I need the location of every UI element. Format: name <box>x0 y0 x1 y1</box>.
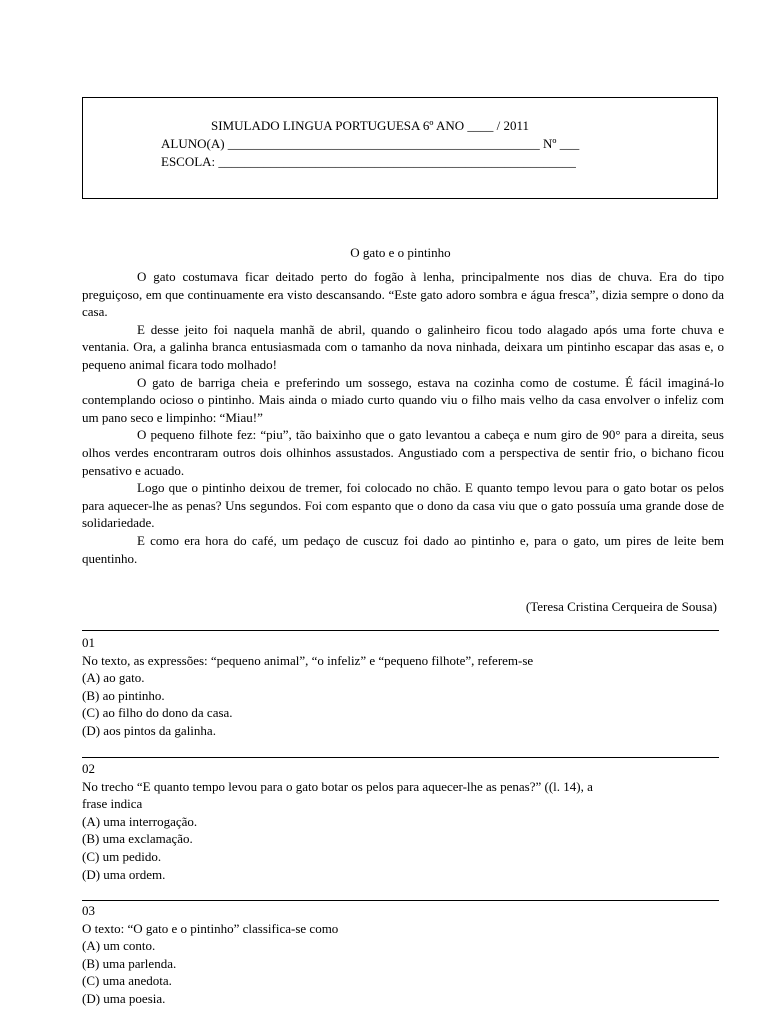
question-stem-continued: frase indica <box>82 796 143 812</box>
story-text <box>82 268 724 567</box>
option-c: (C) uma anedota. <box>82 973 172 989</box>
school-line: ESCOLA: _______________________________________________________ <box>161 154 576 169</box>
option-a: (A) um conto. <box>82 938 156 954</box>
question-stem: No trecho “E quanto tempo levou para o gato botar os pelos para aquecer-lhe as penas?” ((l. 14), a <box>82 778 593 794</box>
divider <box>82 630 719 631</box>
option-b: (B) uma exclamação. <box>82 831 193 847</box>
question-03 <box>82 902 722 1008</box>
question-stem: No texto, as expressões: “pequeno animal”, “o infeliz” e “pequeno filhote”, referem-se <box>82 652 534 668</box>
story-paragraph: O gato de barriga cheia e preferindo um sossego, estava na cozinha como de costume. É fácil imaginá-lo contemplando ocioso o pintinho. Mais ainda o miado curto quando viu o filho mais velho da casa envolver o infeliz com um pano seco e limpinho: “Miau!” <box>82 374 724 425</box>
question-02 <box>82 760 722 883</box>
divider <box>82 900 719 901</box>
student-name-line: ALUNO(A) ________________________________________________ Nº ___ <box>161 136 580 151</box>
story-author: (Teresa Cristina Cerqueira de Sousa) <box>525 599 717 614</box>
option-b: (B) uma parlenda. <box>82 955 177 971</box>
story-paragraph: O pequeno filhote fez: “piu”, tão baixinho que o gato levantou a cabeça e num giro de 90° para a direita, seus olhos verdes encontraram outros dois olhinhos assustados. Angustiado com a perspectiva de sentir frio, o bichano ficou pensativo e acuado. <box>82 427 724 478</box>
option-d: (D) uma ordem. <box>82 866 166 882</box>
option-c: (C) um pedido. <box>82 848 162 864</box>
header-box <box>82 97 718 199</box>
question-stem: O texto: “O gato e o pintinho” classifica-se como <box>82 920 339 936</box>
question-number: 03 <box>82 903 95 918</box>
story-paragraph: Logo que o pintinho deixou de tremer, foi colocado no chão. E quanto tempo levou para o gato botar os pelos para aquecer-lhe as penas? Uns segundos. Foi com espanto que o dono da casa viu que o gato possuía uma grande dose de solidariedade. <box>82 480 724 531</box>
divider <box>82 757 719 758</box>
question-number: 02 <box>82 761 95 776</box>
option-a: (A) uma interrogação. <box>82 813 198 829</box>
option-c: (C) ao filho do dono da casa. <box>82 705 233 721</box>
option-d: (D) uma poesia. <box>82 990 166 1006</box>
story-paragraph: O gato costumava ficar deitado perto do fogão à lenha, principalmente nos dias de chuva. Era do tipo preguiçoso, em que continuamente era visto descansando. “Este gato adoro sombra e água fresca”, dizia sempre o dono da casa. <box>82 269 724 320</box>
question-number: 01 <box>82 635 95 650</box>
story-paragraph: E como era hora do café, um pedaço de cuscuz foi dado ao pintinho e, para o gato, um pires de leite bem quentinho. <box>82 532 724 566</box>
option-a: (A) ao gato. <box>82 670 145 686</box>
story-paragraph: E desse jeito foi naquela manhã de abril, quando o galinheiro ficou todo alagado após uma forte chuva e ventania. Ora, a galinha branca entusiasmada com o tamanho da nova ninhada, deixara um pintinho escapar das asas e, o pequeno animal ficara todo molhado! <box>82 321 724 372</box>
question-01 <box>82 634 722 740</box>
option-d: (D) aos pintos da galinha. <box>82 722 216 738</box>
option-b: (B) ao pintinho. <box>82 687 165 703</box>
story-title: O gato e o pintinho <box>350 245 451 260</box>
exam-title: SIMULADO LINGUA PORTUGUESA 6º ANO ____ / 2011 <box>211 118 530 133</box>
